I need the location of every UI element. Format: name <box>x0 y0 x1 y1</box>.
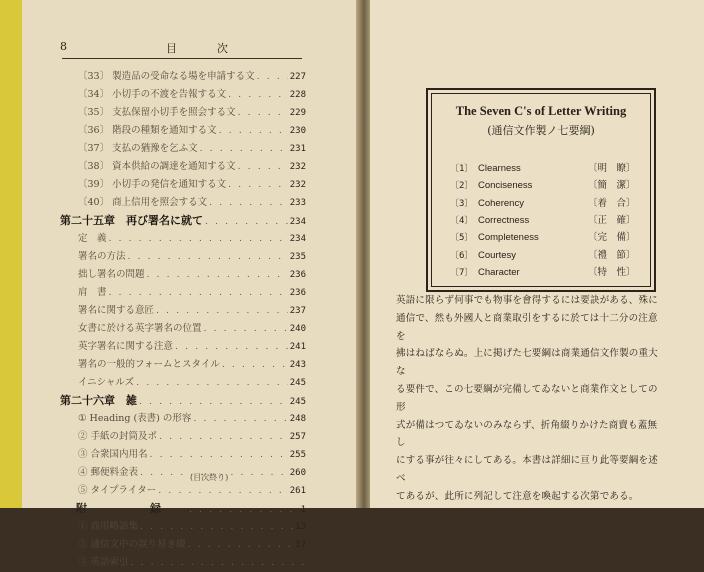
toc-leader-dots <box>109 287 288 298</box>
toc-entry-label: ③ 合衆国内用名 <box>78 449 148 460</box>
toc-leader-dots <box>219 125 288 136</box>
toc-page-number: 235 <box>289 252 306 262</box>
toc-entry-label: ④ 郵便料金表 <box>78 467 139 478</box>
seven-cs-item <box>450 177 650 193</box>
toc-page-number: 236 <box>289 288 306 298</box>
toc-entry-label: 拙し署名の問題 <box>78 269 145 280</box>
toc-leader-dots <box>205 216 288 227</box>
toc-page-number: 260 <box>289 468 306 478</box>
seven-cs-item <box>450 264 650 280</box>
toc-header-title: 目 次 <box>166 42 234 55</box>
toc-leader-dots <box>131 557 304 568</box>
toc-entry-label: 〔34〕 小切手の不渡を告報する文 <box>78 89 227 100</box>
toc-entry-row <box>60 320 306 338</box>
seven-cs-item-english: Coherency <box>478 197 524 209</box>
toc-entry-row <box>60 122 306 140</box>
seven-cs-box <box>426 88 656 292</box>
toc-entry-row <box>60 428 306 446</box>
toc-page-number: 13 <box>295 522 306 532</box>
toc-leader-dots <box>204 323 288 334</box>
toc-entry-row <box>60 158 306 176</box>
seven-cs-item-english: Courtesy <box>478 249 517 261</box>
toc-page-number: 1 <box>300 505 306 515</box>
toc-leader-dots <box>175 341 288 352</box>
toc-entry-label: ① 商用略語集 <box>78 521 139 532</box>
toc-leader-dots <box>228 179 288 190</box>
toc-page-number: 232 <box>289 162 306 172</box>
toc-leader-dots <box>200 143 288 154</box>
seven-cs-item-japanese: 〔特 性〕 <box>588 266 636 278</box>
body-text-line: 拂はねばならぬ。上に掲げた七要綱は商業通信文作製の重大な <box>396 348 658 378</box>
toc-entry-label: 英字署名に関する注意 <box>78 341 174 352</box>
toc-entry-row <box>60 194 306 212</box>
toc-leader-dots <box>140 521 293 532</box>
toc-entry-label: 〔38〕 資本供給の調達を通知する文 <box>78 161 236 172</box>
toc-chapter-row <box>60 212 306 230</box>
seven-cs-item-japanese: 〔完 備〕 <box>588 232 636 244</box>
seven-cs-title: The Seven C's of Letter Writing <box>455 104 627 118</box>
toc-entry-row <box>60 86 306 104</box>
seven-cs-item <box>450 212 650 228</box>
toc-entry-row <box>60 68 306 86</box>
toc-leader-dots <box>150 449 288 460</box>
seven-cs-item-number: 〔1〕 <box>450 164 474 174</box>
seven-cs-item-english: Character <box>478 266 520 278</box>
toc-leader-dots <box>189 504 299 515</box>
toc-entry-label: 附 録 <box>76 502 187 515</box>
toc-entry-row <box>60 464 306 482</box>
body-text-line: にする事が往々にしてある。本書は詳細に亘り此等要綱を述べ <box>396 455 658 484</box>
seven-cs-item-japanese: 〔正 確〕 <box>588 214 636 226</box>
seven-cs-item-number: 〔4〕 <box>450 215 474 226</box>
seven-cs-item-number: 〔3〕 <box>450 198 474 209</box>
body-text-line: 式が備はつてゐないのみならず、折角綴りかけた商賣も蓋無し <box>396 419 658 449</box>
toc-leader-dots <box>222 359 288 370</box>
toc-entry-row <box>60 356 306 374</box>
toc-page-number: 243 <box>289 360 306 370</box>
toc-leader-dots <box>139 396 288 407</box>
body-text-line: る要件で、この七要綱が完備してゐないと商業作文としての形 <box>396 383 658 413</box>
toc-appendix-row <box>60 500 306 518</box>
toc-entry-label: ② 通信文中の誤り易き綴 <box>78 539 186 550</box>
toc-entry-row <box>60 140 306 158</box>
seven-cs-item <box>450 160 650 176</box>
toc-entry-label: ① Heading (表書) の形容 <box>78 413 192 424</box>
toc-entry-label: ② 手紙の封筒及ポ <box>78 431 158 442</box>
seven-cs-item-number: 〔5〕 <box>450 233 474 244</box>
toc-leader-dots <box>257 71 288 82</box>
toc-entry-row <box>60 176 306 194</box>
toc-leader-dots <box>188 539 294 550</box>
seven-cs-item-japanese: 〔明 瞭〕 <box>588 163 636 174</box>
toc-entry-label: 肩 書 <box>78 287 107 298</box>
seven-cs-item-japanese: 〔着 合〕 <box>588 197 636 209</box>
toc-page-number: 234 <box>289 234 306 244</box>
seven-cs-item-english: Conciseness <box>478 180 533 192</box>
toc-entry-row <box>60 446 306 464</box>
seven-cs-item-number: 〔7〕 <box>450 267 474 278</box>
toc-entry-row <box>60 338 306 356</box>
toc-leader-dots <box>238 107 288 118</box>
page-number: 8 <box>60 40 67 53</box>
seven-cs-item-english: Clearness <box>478 163 521 174</box>
toc-page-number: 230 <box>289 126 306 136</box>
toc-page-number: 255 <box>289 450 306 460</box>
toc-entry-label: 〔39〕 小切手の発信を通知する文 <box>78 179 227 190</box>
seven-cs-item <box>450 229 650 245</box>
seven-cs-item-japanese: 〔禮 節〕 <box>588 249 636 261</box>
toc-entry-row <box>60 554 306 572</box>
toc-page-number: 228 <box>289 90 306 100</box>
seven-cs-item-number: 〔2〕 <box>450 181 474 192</box>
toc-leader-dots <box>109 233 288 244</box>
body-text-line: 通信で、然も外國人と商業取引をするに於ては十二分の注意を <box>396 312 658 342</box>
header-rule <box>62 58 302 59</box>
seven-cs-item-english: Completeness <box>478 232 539 244</box>
toc-entry-row <box>60 374 306 392</box>
toc-page-number: 232 <box>289 180 306 190</box>
toc-entry-label: 署名の一般的フォームとスタイル <box>78 359 220 370</box>
toc-entry-label: 〔35〕 支払保留小切手を照会する文 <box>78 107 236 118</box>
toc-entry-row <box>60 302 306 320</box>
toc-page-number: 231 <box>289 144 306 154</box>
toc-page-number: 236 <box>289 270 306 280</box>
right-page-body-text <box>396 292 664 506</box>
body-text-line: 英語に限らず何事でも物事を會得するには要訣がある、殊に <box>396 295 658 306</box>
toc-page-number: 229 <box>289 108 306 118</box>
toc-entry-row <box>60 536 306 554</box>
toc-page-number: 261 <box>289 486 306 496</box>
body-text-line: てあるが、此所に列記して注意を喚起する次第である。 <box>396 490 639 502</box>
seven-cs-item-number: 〔6〕 <box>450 250 474 261</box>
toc-entry-label: 第二十五章 再び署名に就て <box>60 214 203 227</box>
seven-cs-item-english: Correctness <box>478 214 530 226</box>
seven-cs-subtitle: (通信文作製ノ七要綱) <box>487 124 595 137</box>
toc-leader-dots <box>128 251 288 262</box>
toc-entry-label: 〔36〕 階段の種類を通知する文 <box>78 125 217 136</box>
seven-cs-item <box>450 247 650 263</box>
toc-entry-label: ③ 英語索引 <box>78 557 129 568</box>
toc-entry-row <box>60 410 306 428</box>
toc-entry-row <box>60 230 306 248</box>
toc-leader-dots <box>228 89 288 100</box>
seven-cs-item <box>450 195 650 211</box>
toc-entry-label: 〔37〕 支払の猶豫を乞ふ文 <box>78 143 198 154</box>
toc-page-number: 241 <box>289 342 306 352</box>
toc-leader-dots <box>136 377 288 388</box>
toc-entry-row <box>60 284 306 302</box>
toc-page-number: 234 <box>289 217 306 227</box>
toc-page-number: 245 <box>289 378 306 388</box>
toc-entry-label: 署名に関する意匠 <box>78 305 155 316</box>
table-of-contents <box>60 68 306 572</box>
toc-leader-dots <box>238 161 288 172</box>
toc-page-number: 233 <box>289 198 306 208</box>
toc-entry-label: 〔33〕 製造品の受命なる場を申請する文 <box>78 71 255 82</box>
toc-end-note: (目次終り) <box>190 473 229 482</box>
toc-entry-label: 第二十六章 雑 <box>60 394 137 407</box>
toc-page-number: 248 <box>289 414 306 424</box>
toc-entry-label: ⑤ タイプライター <box>78 485 157 496</box>
toc-page-number: 257 <box>289 432 306 442</box>
toc-page-number: 237 <box>289 306 306 316</box>
toc-leader-dots <box>193 413 287 424</box>
toc-entry-row <box>60 482 306 500</box>
toc-leader-dots <box>159 431 288 442</box>
toc-page-number: 17 <box>295 540 306 550</box>
toc-entry-row <box>60 248 306 266</box>
toc-entry-label: 女書に於ける英字署名の位置 <box>78 323 202 334</box>
toc-leader-dots <box>158 485 287 496</box>
toc-entry-row <box>60 104 306 122</box>
seven-cs-item-japanese: 〔簡 潔〕 <box>588 180 636 192</box>
toc-entry-label: イニシャルズ <box>78 377 135 388</box>
toc-entry-row <box>60 518 306 536</box>
toc-entry-label: 定 義 <box>78 233 107 244</box>
toc-leader-dots <box>147 269 288 280</box>
toc-chapter-row <box>60 392 306 410</box>
toc-page-number: 245 <box>289 397 306 407</box>
toc-entry-label: 署名の方法 <box>78 251 126 262</box>
toc-entry-row <box>60 266 306 284</box>
toc-entry-label: 〔40〕 商上信用を照会する文 <box>78 197 208 208</box>
toc-page-number: 227 <box>289 72 306 82</box>
toc-page-number: 240 <box>289 324 306 334</box>
toc-leader-dots <box>209 197 288 208</box>
toc-leader-dots <box>156 305 288 316</box>
